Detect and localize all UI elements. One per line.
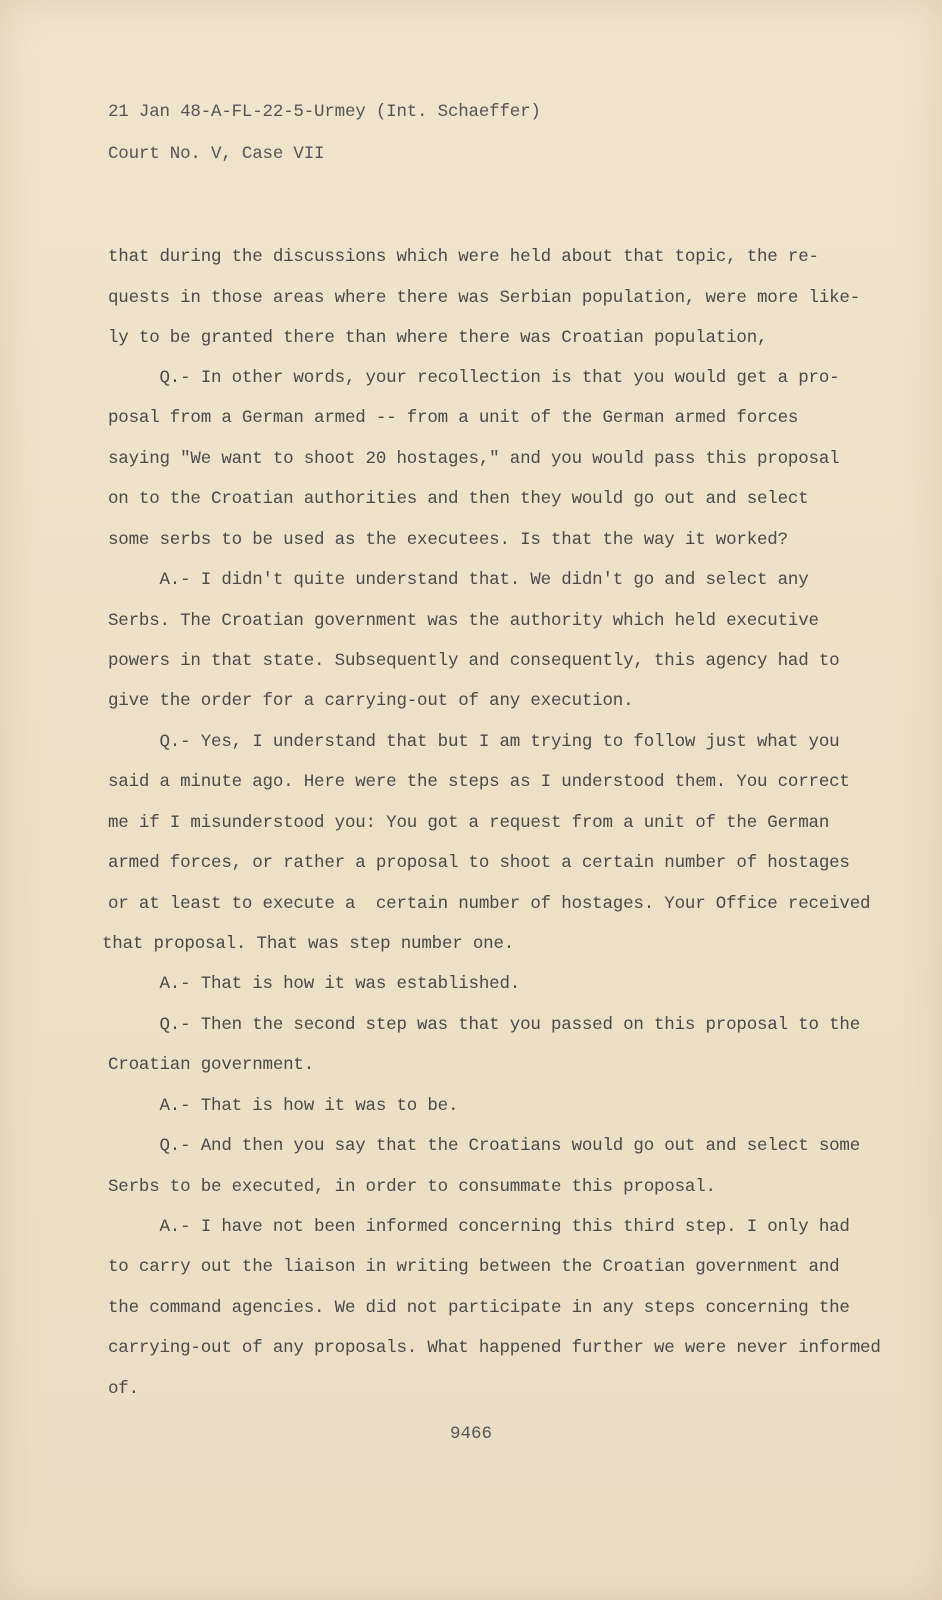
- text-line: said a minute ago. Here were the steps as I understood them. You correct: [108, 772, 850, 792]
- text-line: the command agencies. We did not participate in any steps concerning the: [108, 1298, 850, 1318]
- text-line: A.- I have not been informed concerning this third step. I only had: [108, 1217, 850, 1237]
- text-line: Q.- In other words, your recollection is that you would get a pro-: [108, 368, 840, 388]
- header-court-line: Court No. V, Case VII: [108, 144, 325, 164]
- text-line: powers in that state. Subsequently and consequently, this agency had to: [108, 651, 840, 671]
- text-line: A.- That is how it was to be.: [108, 1096, 459, 1116]
- text-line: A.- I didn't quite understand that. We didn't go and select any: [108, 570, 809, 590]
- text-line: that during the discussions which were held about that topic, the re-: [108, 247, 819, 267]
- header-transcript-line: 21 Jan 48-A-FL-22-5-Urmey (Int. Schaeffer): [108, 102, 541, 122]
- page-number: 9466: [449, 1424, 492, 1444]
- text-line: armed forces, or rather a proposal to shoot a certain number of hostages: [108, 853, 850, 873]
- text-line: me if I misunderstood you: You got a request from a unit of the German: [108, 813, 830, 833]
- text-line: or at least to execute a certain number of hostages. Your Office received: [108, 894, 871, 914]
- text-line: on to the Croatian authorities and then they would go out and select: [108, 489, 809, 509]
- text-line: of.: [108, 1379, 139, 1399]
- text-line: Croatian government.: [108, 1055, 315, 1075]
- text-line: Q.- And then you say that the Croatians would go out and select some: [108, 1136, 861, 1156]
- text-line: ly to be granted there than where there was Croatian population,: [108, 328, 768, 348]
- text-line: saying "We want to shoot 20 hostages," and you would pass this proposal: [108, 449, 840, 469]
- text-line: Serbs. The Croatian government was the authority which held executive: [108, 611, 819, 631]
- text-line: some serbs to be used as the executees. Is that the way it worked?: [108, 530, 788, 550]
- text-line: carrying-out of any proposals. What happened further we were never informed: [108, 1338, 881, 1358]
- text-line: Serbs to be executed, in order to consummate this proposal.: [108, 1177, 716, 1197]
- text-line: to carry out the liaison in writing between the Croatian government and: [108, 1257, 840, 1277]
- text-line: that proposal. That was step number one.: [102, 934, 515, 954]
- text-line: Q.- Yes, I understand that but I am trying to follow just what you: [108, 732, 840, 752]
- text-line: Q.- Then the second step was that you passed on this proposal to the: [108, 1015, 861, 1035]
- text-line: posal from a German armed -- from a unit of the German armed forces: [108, 408, 799, 428]
- text-line: give the order for a carrying-out of any execution.: [108, 691, 634, 711]
- text-line: quests in those areas where there was Serbian population, were more like-: [108, 288, 861, 308]
- text-line: A.- That is how it was established.: [108, 974, 521, 994]
